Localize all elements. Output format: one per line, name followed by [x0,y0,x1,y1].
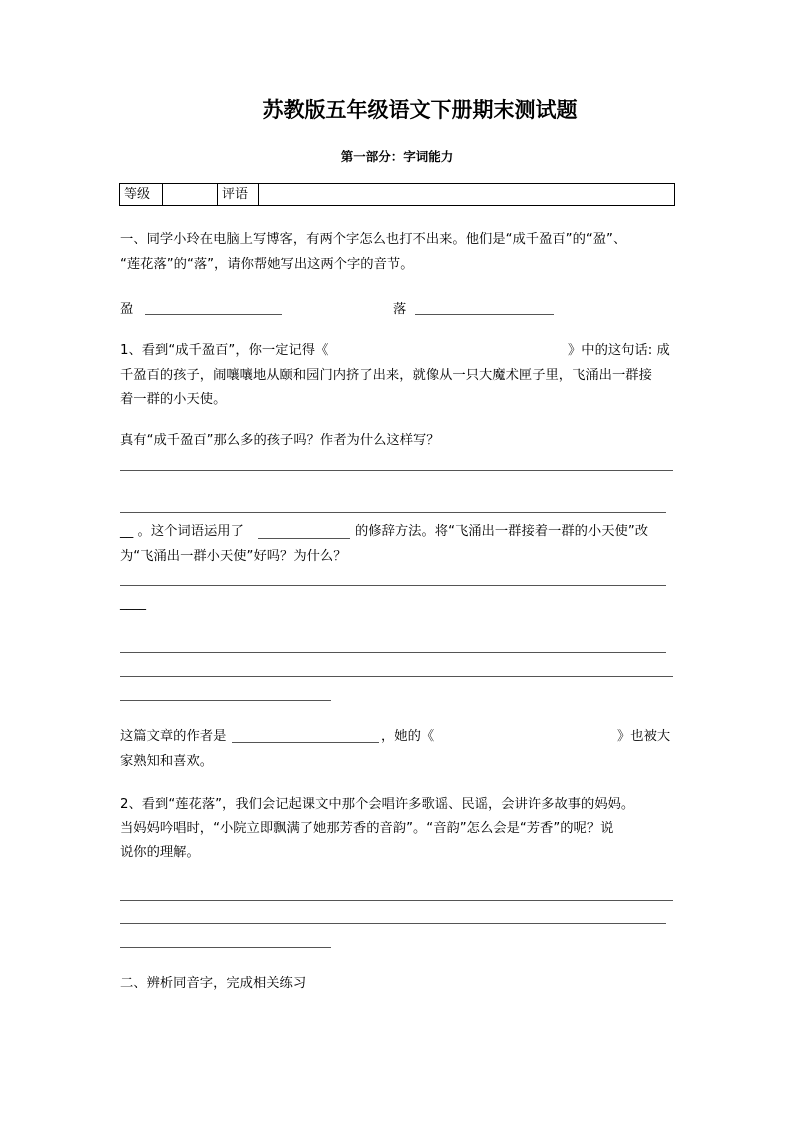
p1-fill-start: __ 。这个词语运用了 [120,524,244,539]
section-2-heading: 二、辨析同音字，完成相关练习 [120,976,307,991]
char-a-label: 盈 [120,302,134,317]
p1-line-3: 着一群的小天使。 [120,392,227,407]
char-b-label: 落 [393,302,407,317]
grade-value[interactable] [163,184,218,206]
answer-line[interactable] [120,470,673,471]
char-b-answer-line[interactable] [415,314,554,315]
p3-line-1: 2、看到“莲花落”，我们会记起课文中那个会唱许多歌谣、民谣，会讲许多故事的妈妈。 [120,797,635,812]
p1-fill-line-2: 为“飞涌出一群小天使”好吗？为什么？ [120,549,347,564]
answer-line[interactable] [120,676,673,677]
answer-line[interactable] [120,585,666,586]
p2-line-1-end: 》也被大 [617,729,671,744]
answer-line[interactable] [120,652,666,653]
q1-line-1: 一、同学小玲在电脑上写博客，有两个字怎么也打不出来。他们是“成千盈百”的“盈”、 [120,232,627,247]
char-a-answer-line[interactable] [145,314,282,315]
p1-question: 真有“成千盈百”那么多的孩子吗？作者为什么这样写？ [120,433,440,448]
p2-line-1-start: 这篇文章的作者是 [120,729,227,744]
q1-line-2: “莲花落”的“落”，请你帮她写出这两个字的音节。 [120,257,414,272]
p3-line-2: 当妈妈吟唱时，“小院立即飘满了她那芳香的音韵”。“音韵”怎么会是“芳香”的呢？说 [120,821,614,836]
p1-line-1-start: 1、看到“成千盈百”，你一定记得《 [120,343,329,358]
answer-line[interactable] [120,923,666,924]
dash-line: ____ [120,596,146,611]
author-answer-line[interactable] [232,742,379,743]
p1-fill-end: 的修辞方法。将“飞涌出一群接着一群的小天使”改 [355,524,649,539]
answer-line[interactable] [120,947,331,948]
page-title: 苏教版五年级语文下册期末测试题 [262,97,578,122]
p2-line-1-mid: ，她的《 [381,729,435,744]
rhetoric-answer-line[interactable] [258,538,350,539]
section-subtitle: 第一部分：字词能力 [340,149,454,164]
comment-value[interactable] [259,184,675,206]
answer-line[interactable] [120,700,331,701]
p1-line-2: 千盈百的孩子，闹嚷嚷地从颐和园门内挤了出来，就像从一只大魔术匣子里，飞涌出一群接 [120,368,652,383]
p1-line-1-end: 》中的这句话: 成 [568,343,670,358]
comment-label: 评语 [218,184,259,206]
p3-line-3: 说你的理解。 [120,845,200,860]
answer-line[interactable] [120,900,673,901]
grade-label: 等级 [120,184,163,206]
grade-table [119,183,675,206]
p2-line-2: 家熟知和喜欢。 [120,754,214,769]
answer-line[interactable] [120,512,666,513]
